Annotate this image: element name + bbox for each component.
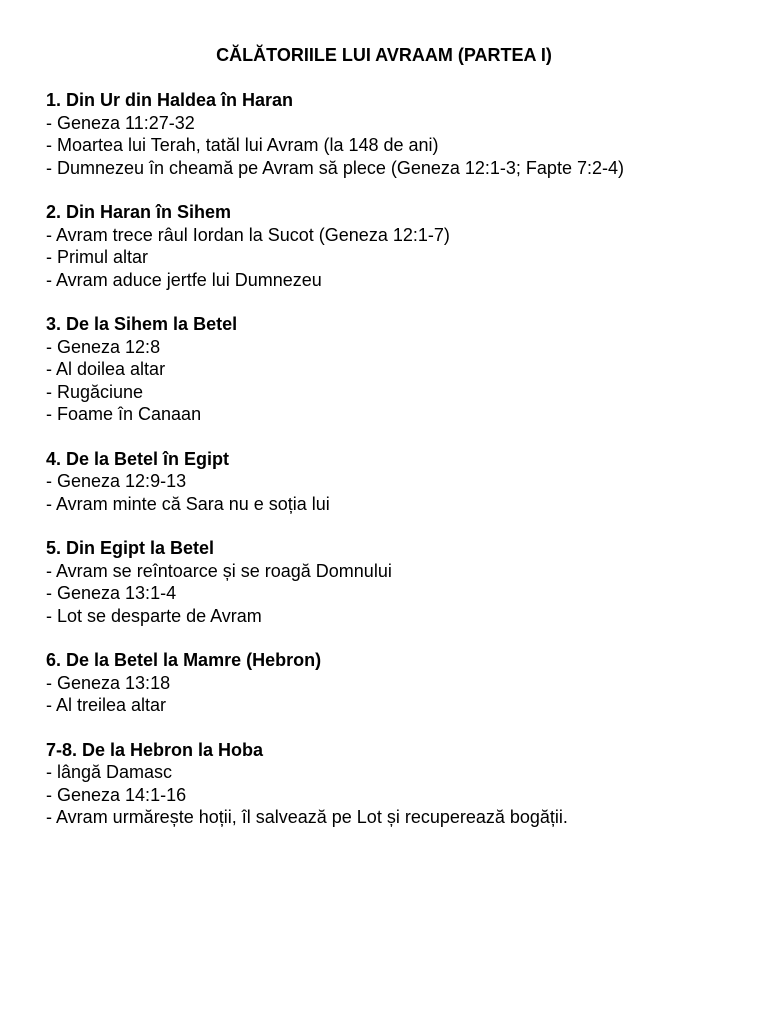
document-content [46, 89, 746, 851]
section-5 [46, 537, 746, 627]
list-item: - Al doilea altar [46, 359, 166, 379]
list-item: - Avram minte că Sara nu e soția lui [46, 493, 330, 514]
list-item: - lângă Damasc [46, 762, 173, 782]
list-item: - Geneza 13:18 [46, 672, 171, 693]
section-heading: 6. De la Betel la Mamre (Hebron) [46, 650, 322, 670]
list-item: - Dumnezeu în cheamă pe Avram să plece (Geneza 12:1-3; Fapte 7:2-4) [46, 157, 624, 178]
section-7 [46, 739, 746, 829]
section-heading: 4. De la Betel în Egipt [46, 448, 230, 469]
section-heading: 7-8. De la Hebron la Hoba [46, 739, 264, 760]
list-item: - Avram se reîntoarce și se roagă Domnului [46, 560, 392, 581]
list-item: - Geneza 13:1-4 [46, 583, 177, 603]
section-4 [46, 448, 746, 516]
list-item: - Moartea lui Terah, tatăl lui Avram (la 148 de ani) [46, 135, 439, 155]
document-title: CĂLĂTORIILE LUI AVRAAM (PARTEA I) [216, 45, 552, 65]
section-heading: 1. Din Ur din Haldea în Haran [46, 90, 294, 110]
section-heading: 3. De la Sihem la Betel [46, 314, 238, 334]
list-item: - Avram urmărește hoții, îl salvează pe Lot și recuperează bogății. [46, 807, 568, 827]
list-item: - Avram aduce jertfe lui Dumnezeu [46, 269, 322, 290]
list-item: - Primul altar [46, 247, 149, 267]
section-heading: 2. Din Haran în Sihem [46, 202, 232, 222]
section-heading: 5. Din Egipt la Betel [46, 538, 215, 558]
list-item: - Geneza 12:9-13 [46, 471, 187, 491]
list-item: - Rugăciune [46, 381, 144, 402]
list-item: - Avram trece râul Iordan la Sucot (Geneza 12:1-7) [46, 224, 450, 245]
list-item: - Lot se desparte de Avram [46, 605, 262, 626]
list-item: - Foame în Canaan [46, 404, 202, 424]
list-item: - Geneza 11:27-32 [46, 112, 195, 133]
list-item: - Al treilea altar [46, 695, 167, 715]
list-item: - Geneza 14:1-16 [46, 784, 187, 805]
section-3 [46, 313, 746, 426]
section-6 [46, 649, 746, 717]
section-1 [46, 89, 746, 179]
list-item: - Geneza 12:8 [46, 336, 161, 357]
section-2 [46, 201, 746, 291]
